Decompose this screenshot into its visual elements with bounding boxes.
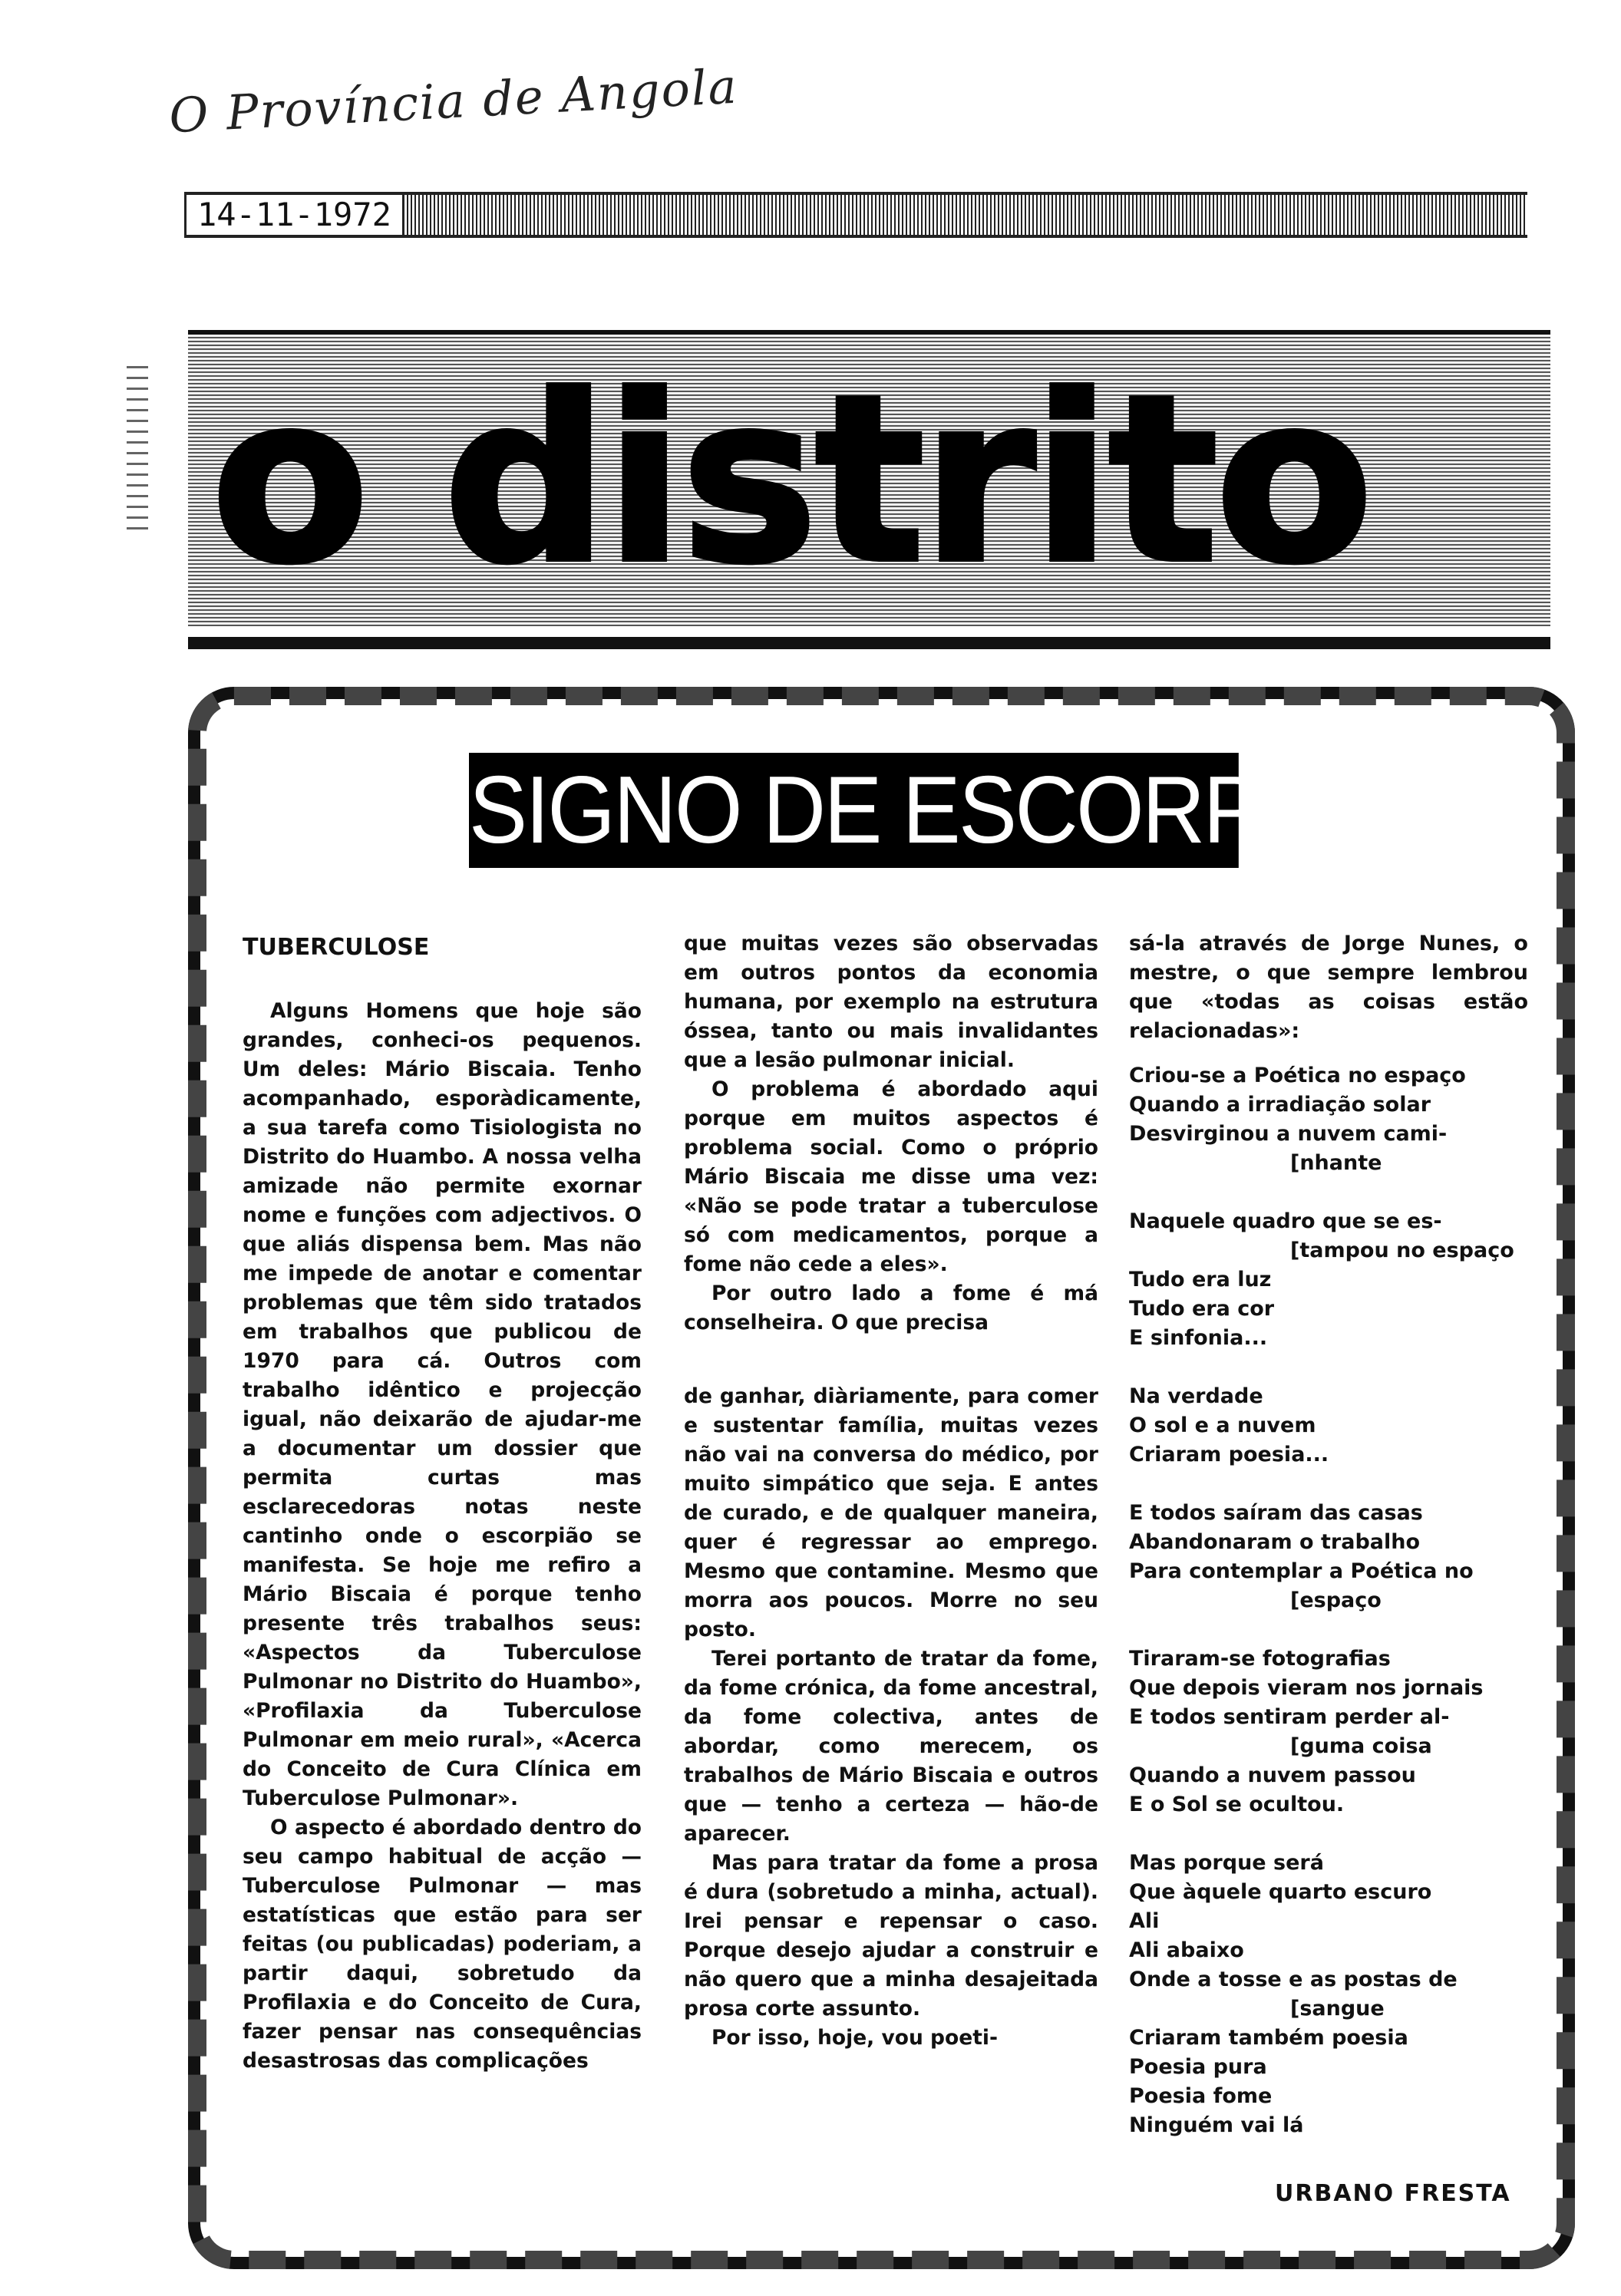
poem-line: [espaço [1290,1588,1382,1612]
poem-line: Tudo era cor [1129,1297,1275,1321]
paragraph: O problema é abordado aqui porque em muitos aspectos é problema social. Como o próprio Mário Biscaia me disse uma vez: «Não se pode tratar a tuberculose só com medicamentos, porque a fome não cede a eles». [684,1077,1098,1276]
poem-line: Criaram poesia... [1129,1443,1329,1466]
poem-line: [nhante [1290,1151,1382,1175]
paragraph: Mas para tratar da fome a prosa é dura (sobretudo a minha, actual). Irei pensar e repensar o caso. Porque desejo ajudar a construir e não quero que a minha desajeitada prosa corte assunto. [684,1851,1098,2021]
publication-date: 14-11-1972 [184,195,404,235]
poem-line: Na verdade [1129,1384,1263,1408]
poem-line: Tudo era luz [1129,1268,1272,1292]
poem-line: Que àquele quarto escuro [1129,1880,1432,1904]
handwritten-source-note: O Província de Angola [167,58,740,144]
poem-line: E todos saíram das casas [1129,1501,1423,1525]
column-3-poem [1129,929,1528,2140]
poem-line: [tampou no espaço [1290,1239,1514,1262]
poem-line: Criaram também poesia [1129,2026,1408,2050]
headline: SIGNO DE ESCORPIÃO [469,753,1239,868]
poem-line: Criou-se a Poética no espaço [1129,1064,1466,1087]
poem-line: [sangue [1290,1997,1385,2021]
paragraph: Por isso, hoje, vou poeti- [711,2026,998,2050]
poem-line: Naquele quadro que se es- [1129,1209,1442,1233]
paragraph: Por outro lado a fome é má conselheira. O que precisa [684,1282,1098,1334]
paragraph: que muitas vezes são observadas em outros pontos da economia humana, por exemplo na estrutura óssea, tanto ou mais invalidantes que a lesão pulmonar inicial. [684,932,1098,1072]
poem-line: [guma coisa [1290,1734,1432,1758]
poem-line: Ninguém vai lá [1129,2113,1304,2137]
column-gap [684,1338,1098,1382]
poem-line: Onde a tosse e as postas de [1129,1968,1458,1991]
poem-line: E todos sentiram perder al- [1129,1705,1450,1729]
poem-intro: sá-la através de Jorge Nunes, o mestre, o que sempre lembrou que «todas as coisas estão relacionadas»: [1129,932,1528,1043]
poem-line: Abandonaram o trabalho [1129,1530,1421,1554]
poem-line: Poesia fome [1129,2084,1273,2108]
poem-line: Ali [1129,1909,1160,1933]
poem-line: Para contemplar a Poética no [1129,1559,1474,1583]
poem-line: E o Sol se ocultou. [1129,1793,1345,1816]
paragraph: O aspecto é abordado dentro do seu campo habitual de acção — Tuberculose Pulmonar — mas estatísticas que estão para ser feitas (ou publicadas) poderiam, a partir daqui, sobretudo da Profilaxia e do Conceito de Cura, fazer pensar nas consequências desastrosas das complicações [243,1816,642,2073]
poem-line: Ali abaixo [1129,1938,1244,1962]
article-box [188,687,1575,2269]
poem-line: Quando a irradiação solar [1129,1093,1431,1117]
date-bar [184,192,1527,238]
author-byline: URBANO FRESTA [1275,2180,1511,2207]
masthead-rule [188,637,1550,649]
poem-line: O sol e a nuvem [1129,1414,1316,1437]
paragraph: Alguns Homens que hoje são grandes, conheci-os pequenos. Um deles: Mário Biscaia. Tenho acompanhado, esporàdicamente, a sua tarefa como Tisiologista no Distrito do Huambo. A nossa velha amizade não permite exornar nome e funções com adjectivos. O que aliás dispensa bem. Mas não me impede de anotar e comentar problemas que têm sido tratados em trabalhos que publicou de 1970 para cá. Outros com trabalho idêntico e projecção igual, não deixarão de ajudar-me a documentar um dossier que permita curtas mas esclarecedoras notas neste cantinho onde o escorpião se manifesta. Se hoje me refiro a Mário Biscaia é porque tenho presente três trabalhos seus: «Aspectos da Tuberculose Pulmonar no Distrito do Huambo», «Profilaxia da Tuberculose Pulmonar em meio rural», «Acerca do Conceito de Cura Clínica em Tuberculose Pulmonar». [243,999,642,1810]
poem-line: Quando a nuvem passou [1129,1763,1416,1787]
masthead-title: o distrito [211,346,1371,614]
poem-line: Que depois vieram nos jornais [1129,1676,1484,1700]
margin-marks [127,361,148,529]
masthead [188,330,1550,626]
poem-line: Desvirginou a nuvem cami- [1129,1122,1448,1146]
column-1 [243,933,642,2076]
paragraph: de ganhar, diàriamente, para comer e sustentar família, muitas vezes não vai na conversa do médico, por muito simpático que seja. E antes de curado, e de qualquer maneira, quer é regressar ao emprego. Mesmo que contamine. Mesmo que morra aos poucos. Morre no seu posto. [684,1384,1098,1641]
poem-line: Mas porque será [1129,1851,1324,1875]
paragraph: Terei portanto de tratar da fome, da fome crónica, da fome ancestral, da fome colectiva, antes de abordar, como merecem, os trabalhos de Mário Biscaia e outros que — tenho a certeza — hão-de aparecer. [684,1647,1098,1846]
poem-line: E sinfonia... [1129,1326,1268,1350]
poem-line: Poesia pura [1129,2055,1267,2079]
section-subhead: TUBERCULOSE [243,934,430,961]
poem-line: Tiraram-se fotografias [1129,1647,1391,1671]
column-2 [684,929,1098,2053]
